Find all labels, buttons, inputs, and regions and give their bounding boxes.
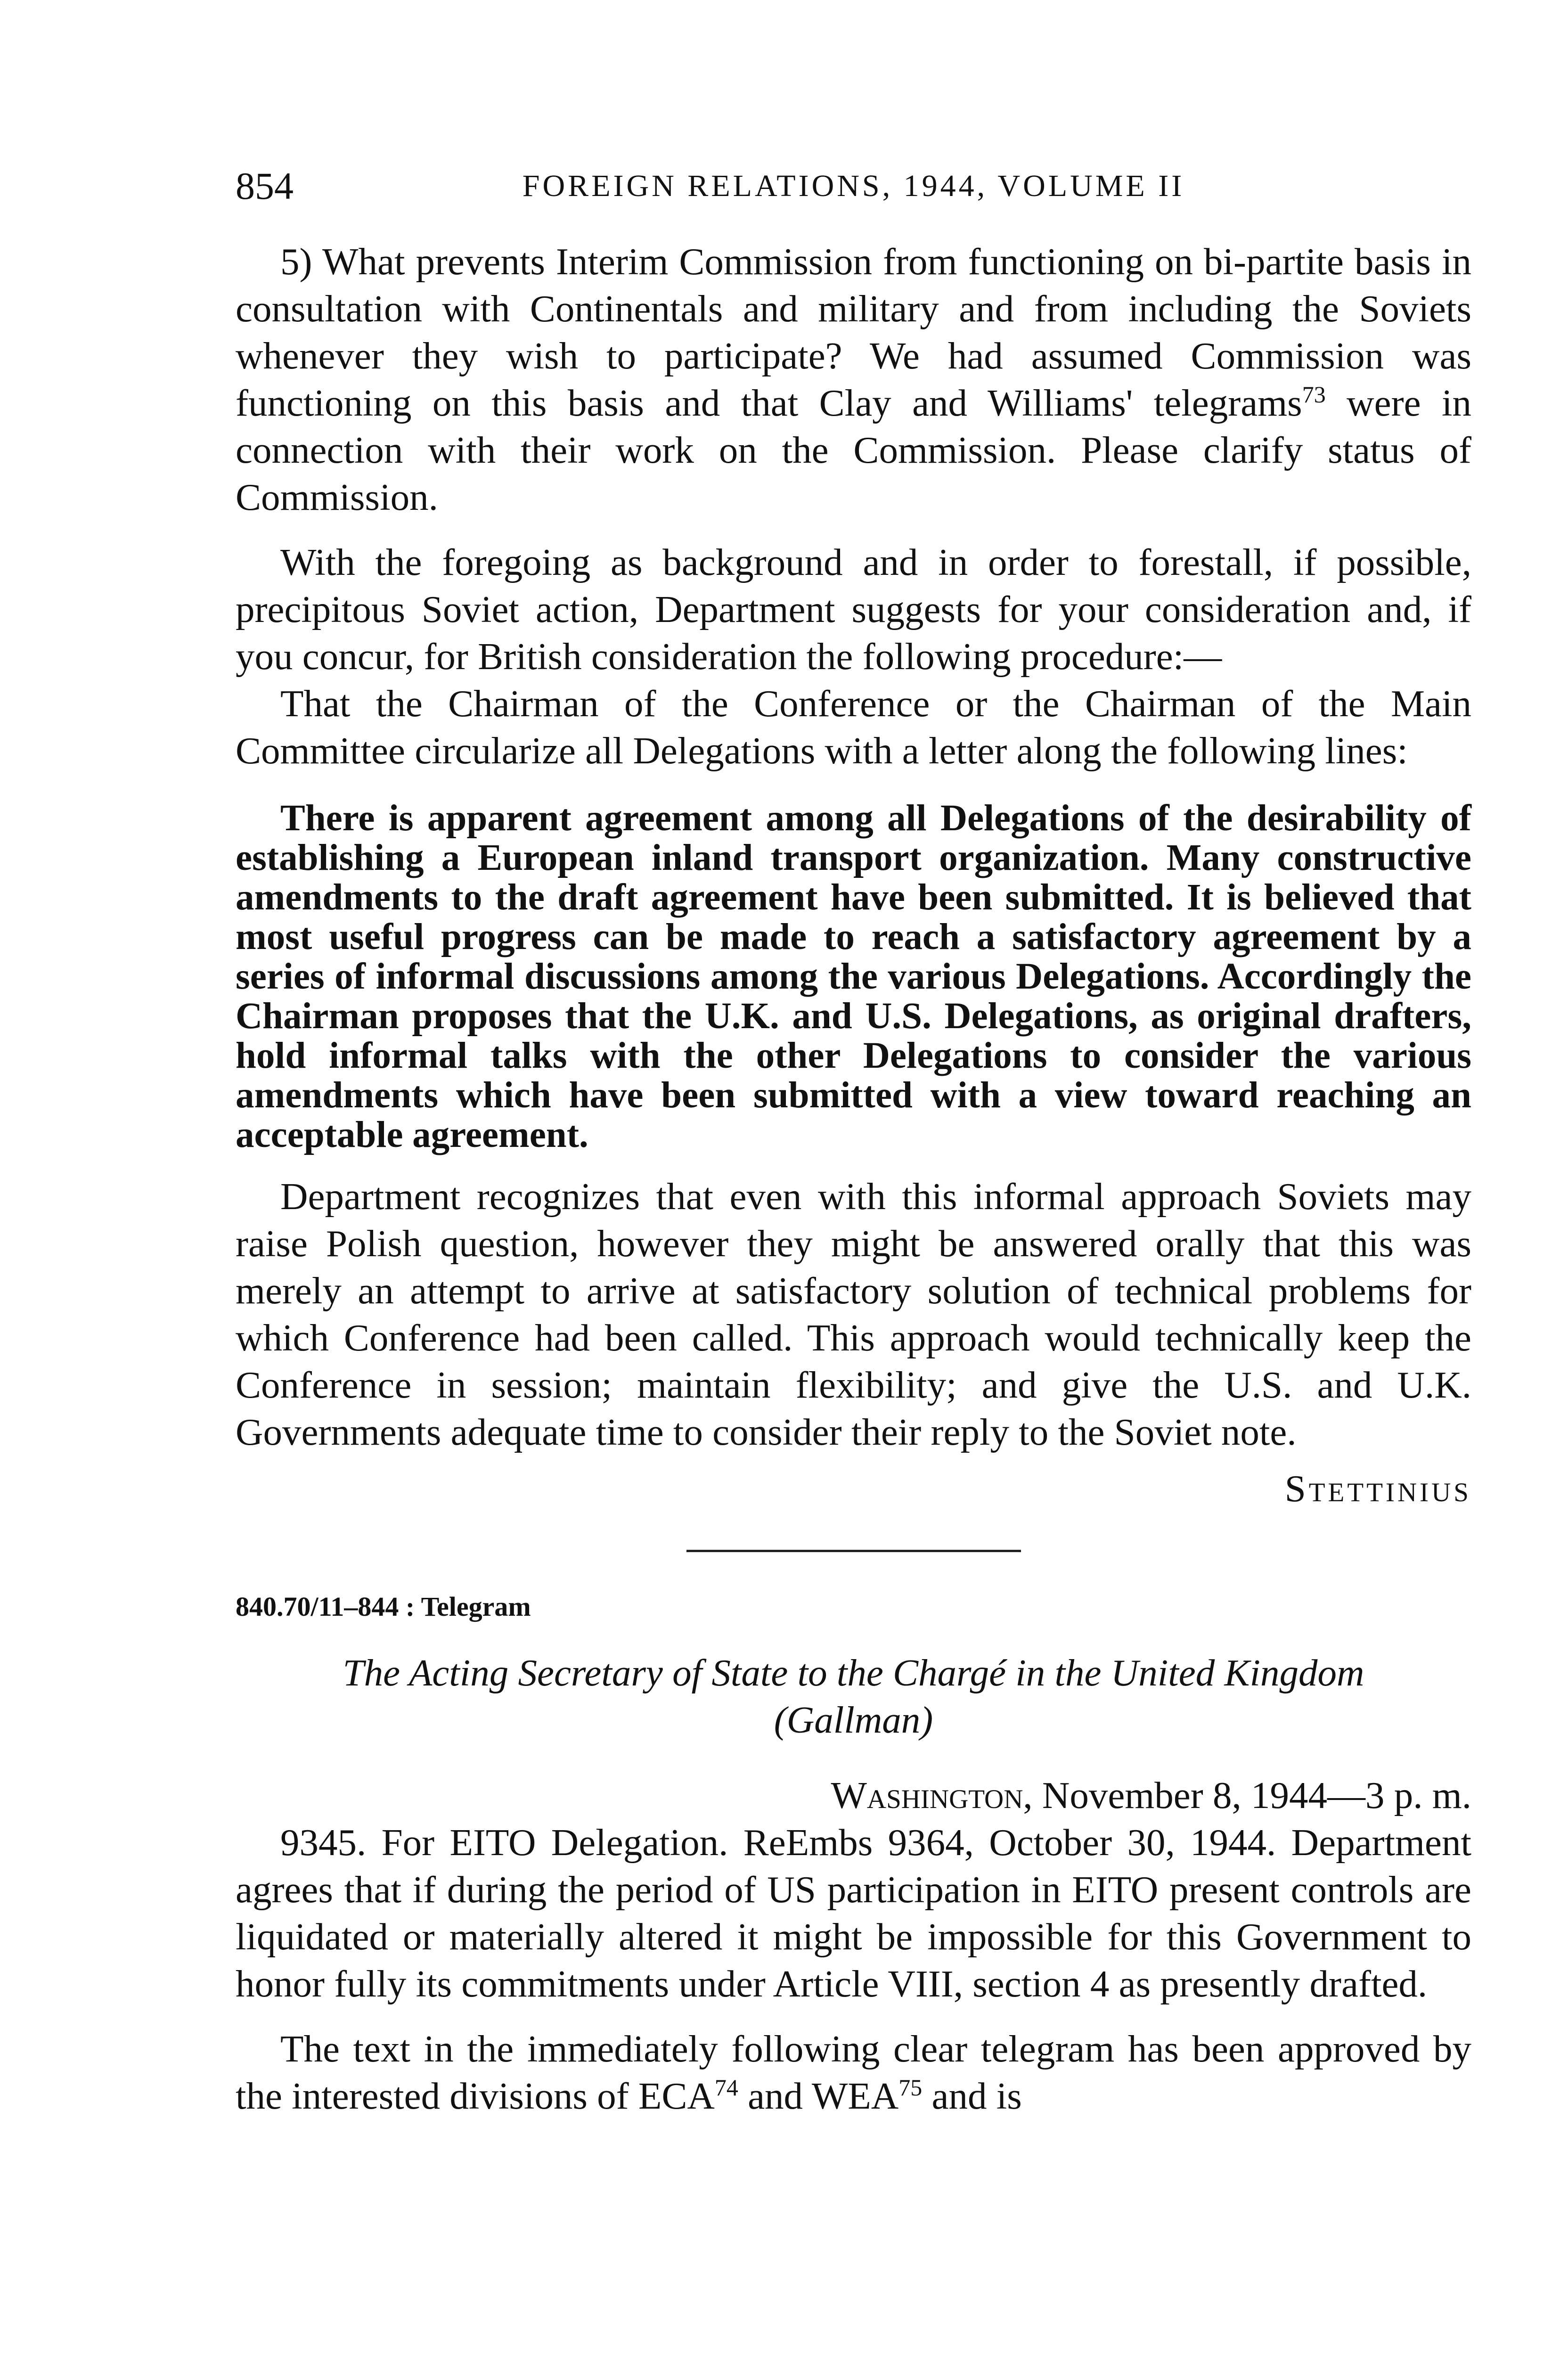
paragraph-chairman: That the Chairman of the Conference or the Chairman of the Main Committee circularize all Delegations with a letter along the following lines:: [236, 682, 1471, 772]
footnote-ref: 74: [714, 2074, 738, 2101]
paragraph-department: Department recognizes that even with this informal approach Soviets may raise Polish question, however they might be answered orally that this was merely an attempt to arrive at satisfactory solution of technical problems for which Conference had been called. This approach would technically keep the Conference in session; maintain flexibility; and give the U.S. and U.K. Governments adequate time to consider their reply to the Soviet note.: [236, 1175, 1471, 1453]
dateline-date: , November 8, 1944—3 p. m.: [1023, 1774, 1471, 1816]
running-title: FOREIGN RELATIONS, 1944, VOLUME II: [522, 169, 1185, 203]
paragraph-text: The text in the immediately following clear telegram has been approved by the interested divisions of ECA: [236, 2028, 1471, 2117]
dateline: [236, 1772, 1471, 1819]
document-title-line-1: The Acting Secretary of State to the Chargé in the United Kingdom: [343, 1652, 1364, 1694]
signature: Stettinius: [1284, 1467, 1471, 1510]
footnote-ref: 75: [898, 2074, 923, 2101]
paragraph-text: and WEA: [738, 2075, 899, 2117]
document-title-line-2: (Gallman): [774, 1699, 933, 1741]
file-reference: 840.70/11–844 : Telegram: [236, 1591, 531, 1622]
paragraph-text: 5) What prevents Interim Commission from functioning on bi-partite basis in consultation with Continentals and military and from including the Soviets whenever they wish to participate? We had assumed Commission was functioning on this basis and that Clay and Williams' telegrams: [236, 240, 1471, 424]
page-header: [236, 160, 1471, 212]
dateline-place: Washington: [831, 1774, 1023, 1816]
paragraph-question-5: [236, 238, 1471, 521]
footnote-ref: 73: [1302, 381, 1326, 408]
paragraph-text: and is: [922, 2075, 1022, 2117]
page-number: 854: [236, 164, 294, 207]
section-divider: [686, 1550, 1021, 1552]
page-body: [236, 238, 1471, 2119]
paragraph-9345: 9345. For EITO Delegation. ReEmbs 9364, October 30, 1944. Department agrees that if during the period of US participation in EITO present controls are liquidated or materially altered it might be impossible for this Government to honor fully its commitments under Article VIII, section 4 as presently drafted.: [236, 1821, 1471, 2005]
paragraph-text: were in connection with their work on the Commission. Please clarify status of Commission.: [236, 382, 1471, 518]
document-title: [236, 1649, 1471, 1743]
paragraph-foregoing: With the foregoing as background and in order to forestall, if possible, precipitous Soviet action, Department suggests for your consideration and, if you concur, for British consideration the following procedure:—: [236, 541, 1471, 678]
quoted-letter: There is apparent agreement among all Delegations of the desirability of establishing a European inland transport organization. Many constructive amendments to the draft agreement have been submitted. It is believed that most useful progress can be made to reach a satisfactory agreement by a series of informal discussions among the various Delegations. Accordingly the Chairman proposes that the U.K. and U.S. Delegations, as original drafters, hold informal talks with the other Delegations to consider the various amendments which have been submitted with a view toward reaching an acceptable agreement.: [236, 798, 1471, 1155]
paragraph-telegram-text: [236, 2025, 1471, 2119]
